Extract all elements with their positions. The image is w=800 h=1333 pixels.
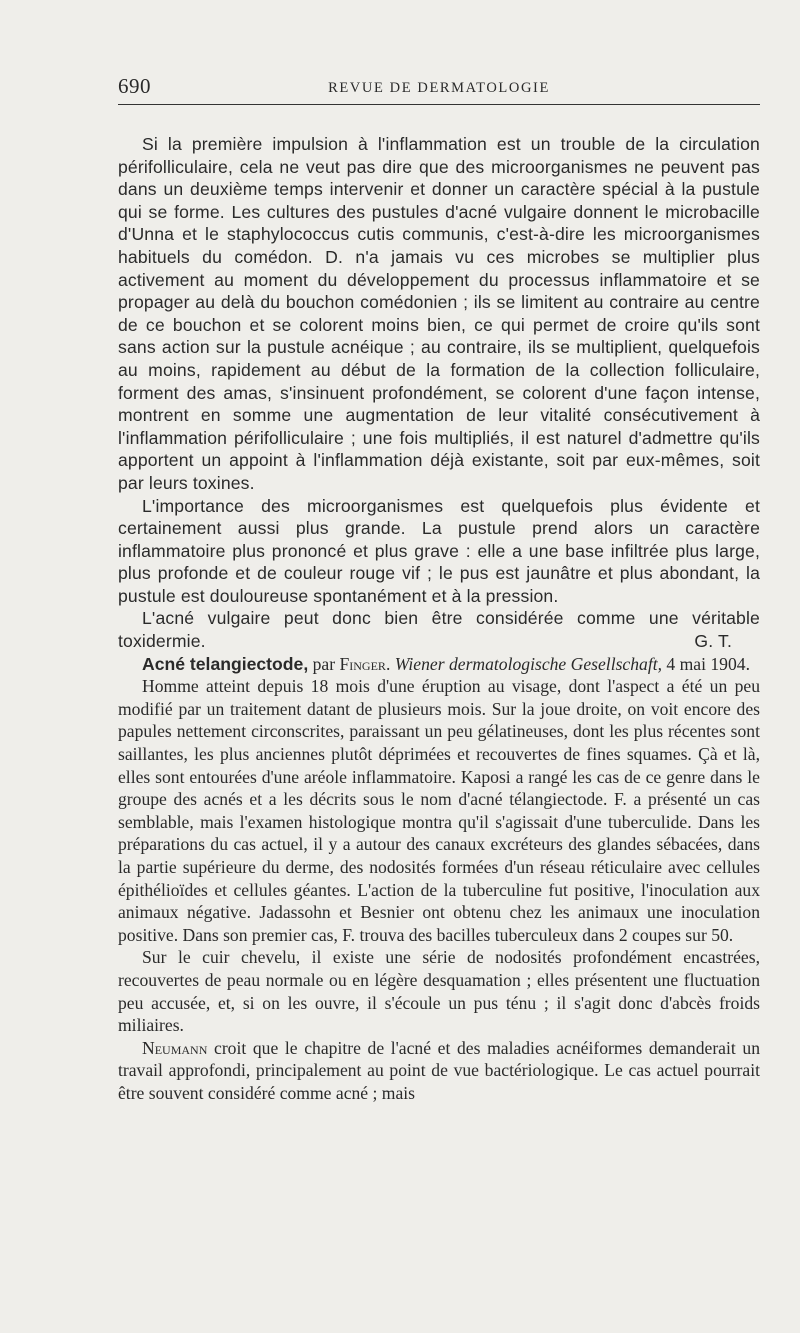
article-author: Finger <box>339 653 386 674</box>
author-name: Neumann <box>142 1037 208 1058</box>
running-title: REVUE DE DERMATOLOGIE <box>328 80 550 96</box>
paragraph-text: croit que le chapitre de l'acné et des maladies acnéiformes demanderait un travail approfondi, principalement au point de vue bactériologique. Le cas actuel pourrait être souvent considéré comme acné ; mais <box>118 1037 760 1103</box>
body-text <box>118 133 760 1105</box>
signature: G. T. <box>694 631 732 652</box>
article-title: Acné telangiectode, <box>142 653 309 674</box>
article-by: par <box>308 653 340 674</box>
page-header <box>118 74 760 105</box>
paragraph: Homme atteint depuis 18 mois d'une éruption au visage, dont l'aspect a été un peu modifié par un traitement datant de plusieurs mois. Sur la joue droite, on voit encore des papules nettement circonscrites, paraissant un peu gélatineuses, dont les plus récentes sont saillantes, les plus anciennes plutôt déprimées et recouvertes de fines squames. Çà et là, elles sont entourées d'une aréole inflammatoire. Kaposi a rangé les cas de ce genre dans le groupe des acnés et a les décrits sous le nom d'acné télangiectode. F. a présenté un cas semblable, mais l'examen histologique montra qu'il s'agissait d'une tuberculide. Dans les préparations du cas actuel, il y a autour des canaux excréteurs des glandes sébacées, dans la partie supérieure du derme, des nodosités formées d'un réseau réticulaire avec cellules épithélioïdes et cellules géantes. L'action de la tuberculine fut positive, l'inoculation aux animaux négative. Jadassohn et Besnier ont obtenu chez les animaux une inoculation positive. Dans son premier cas, F. trouva des bacilles tuberculeux dans 2 coupes sur 50. <box>118 676 760 945</box>
article-heading <box>118 653 760 676</box>
page-number: 690 <box>118 74 151 98</box>
paragraph <box>118 607 760 652</box>
article-journal: Wiener dermatologische Gesellschaft, <box>394 653 663 674</box>
paragraph <box>118 1037 760 1105</box>
article-separator: . <box>385 653 395 674</box>
article-date: 4 mai 1904. <box>662 653 750 674</box>
paragraph: Si la première impulsion à l'inflammation est un trouble de la circulation périfolliculaire, cela ne veut pas dire que des microorganismes ne peuvent pas dans un deuxième temps intervenir et donner un caractère spécial à la pustule qui se forme. Les cultures des pustules d'acné vulgaire donnent le microbacille d'Unna et le staphylococcus cutis communis, c'est-à-dire les microorganismes habituels du comédon. D. n'a jamais vu ces microbes se multiplier plus activement au moment du développement du processus inflammatoire et se propager au delà du bouchon comédonien ; ils se limitent au contraire au centre de ce bouchon et se colorent moins bien, ce qui permet de croire qu'ils sont sans action sur la pustule acnéique ; au contraire, ils se multiplient, quelquefois au moins, rapidement au début de la formation de la collection folliculaire, forment des amas, s'insinuent profondément, se colorent d'une façon intense, montrent en somme une augmentation de leur vitalité consécutivement à l'inflammation périfolliculaire ; une fois multipliés, il est naturel d'admettre qu'ils apportent un appoint à l'inflammation déjà existante, soit par eux-mêmes, soit par leurs toxines. <box>118 134 760 493</box>
paragraph: Sur le cuir chevelu, il existe une série de nodosités profondément encastrées, recouvertes de peau normale ou en légère desquamation ; elles présentent une fluctuation peu accusée, et, si on les ouvre, il s'écoule un pus ténu ; il s'agit donc d'abcès froids miliaires. <box>118 947 760 1036</box>
paragraph: L'importance des microorganismes est quelquefois plus évidente et certainement aussi plus grande. La pustule prend alors un caractère inflammatoire plus prononcé et plus grave : elle a une base infiltrée plus large, plus profonde et de couleur rouge vif ; le pus est jaunâtre et plus abondant, la pustule est douloureuse spontanément et à la pression. <box>118 495 760 606</box>
paragraph-text: L'acné vulgaire peut donc bien être considérée comme une véritable toxidermie. <box>118 608 760 652</box>
